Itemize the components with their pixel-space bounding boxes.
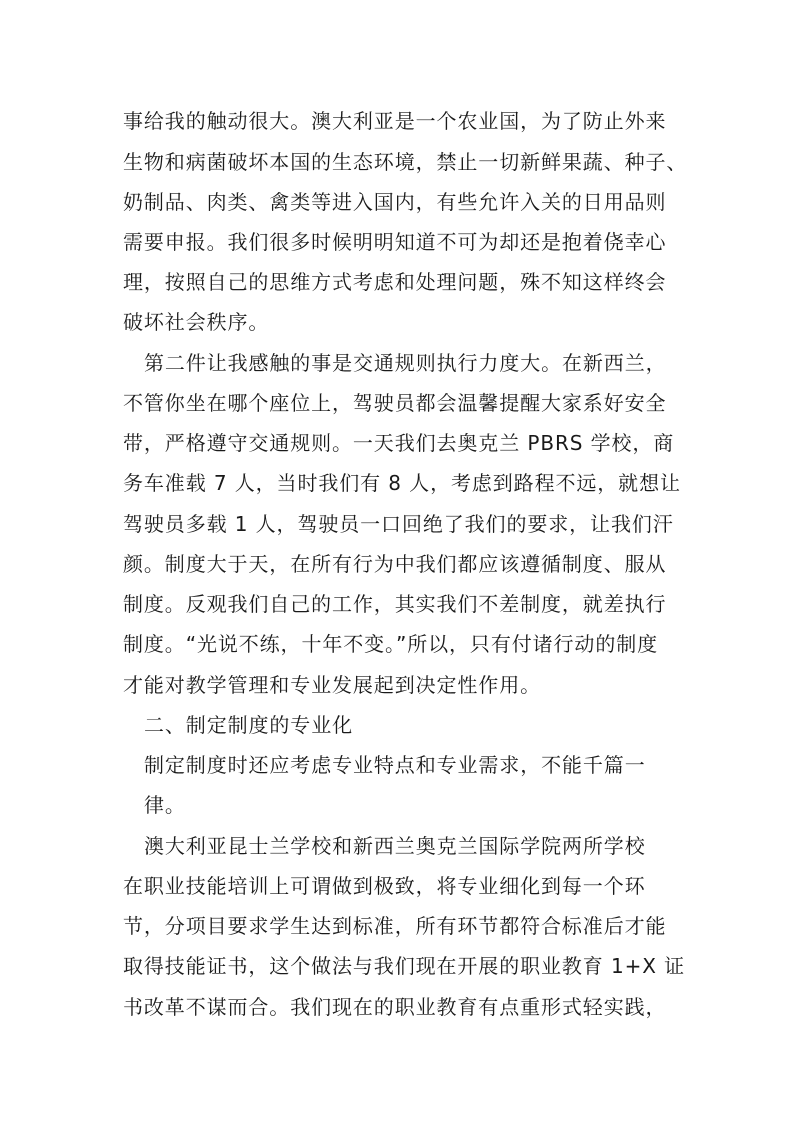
paragraph-line: 带，严格遵守交通规则。一天我们去奥克兰 PBRS 学校，商 — [123, 431, 675, 455]
paragraph-line: 需要申报。我们很多时候明明知道不可为却还是抱着侥幸心 — [123, 230, 667, 254]
paragraph-line: 事给我的触动很大。澳大利亚是一个农业国，为了防止外来 — [123, 109, 667, 133]
paragraph-line: 奶制品、肉类、禽类等进入国内，有些允许入关的日用品则 — [123, 190, 667, 214]
paragraph-line: 第二件让我感触的事是交通规则执行力度大。在新西兰， — [144, 351, 667, 375]
section-heading: 二、制定制度的专业化 — [144, 713, 353, 737]
paragraph-line: 制定制度时还应考虑专业特点和专业需求，不能千篇一 — [144, 753, 646, 777]
paragraph-line: 生物和病菌破坏本国的生态环境，禁止一切新鲜果蔬、种子、 — [123, 150, 688, 174]
paragraph-line: 节，分项目要求学生达到标准，所有环节都符合标准后才能 — [123, 914, 667, 938]
paragraph-line: 澳大利亚昆士兰学校和新西兰奥克兰国际学院两所学校 — [144, 834, 646, 858]
paragraph-line: 律。 — [144, 793, 186, 817]
paragraph-line: 务车准载 7 人，当时我们有 8 人，考虑到路程不远，就想让 — [123, 471, 681, 495]
paragraph-line: 在职业技能培训上可谓做到极致，将专业细化到每一个环 — [123, 874, 646, 898]
paragraph-line: 不管你坐在哪个座位上，驾驶员都会温馨提醒大家系好安全 — [123, 391, 667, 415]
paragraph-line: 驾驶员多载 1 人，驾驶员一口回绝了我们的要求，让我们汗 — [123, 512, 674, 536]
paragraph-line: 取得技能证书，这个做法与我们现在开展的职业教育 1+X 证 — [123, 954, 685, 978]
paragraph-line: 书改革不谋而合。我们现在的职业教育有点重形式轻实践， — [123, 995, 667, 1019]
paragraph-line: 破坏社会秩序。 — [123, 310, 270, 334]
paragraph-line: 制度。“光说不练，十年不变。”所以，只有付诸行动的制度 — [123, 632, 659, 656]
paragraph-line: 才能对教学管理和专业发展起到决定性作用。 — [123, 673, 541, 697]
paragraph-line: 制度。反观我们自己的工作，其实我们不差制度，就差执行 — [123, 592, 667, 616]
paragraph-line: 颜。制度大于天，在所有行为中我们都应该遵循制度、服从 — [123, 552, 667, 576]
paragraph-line: 理，按照自己的思维方式考虑和处理问题，殊不知这样终会 — [123, 270, 667, 294]
